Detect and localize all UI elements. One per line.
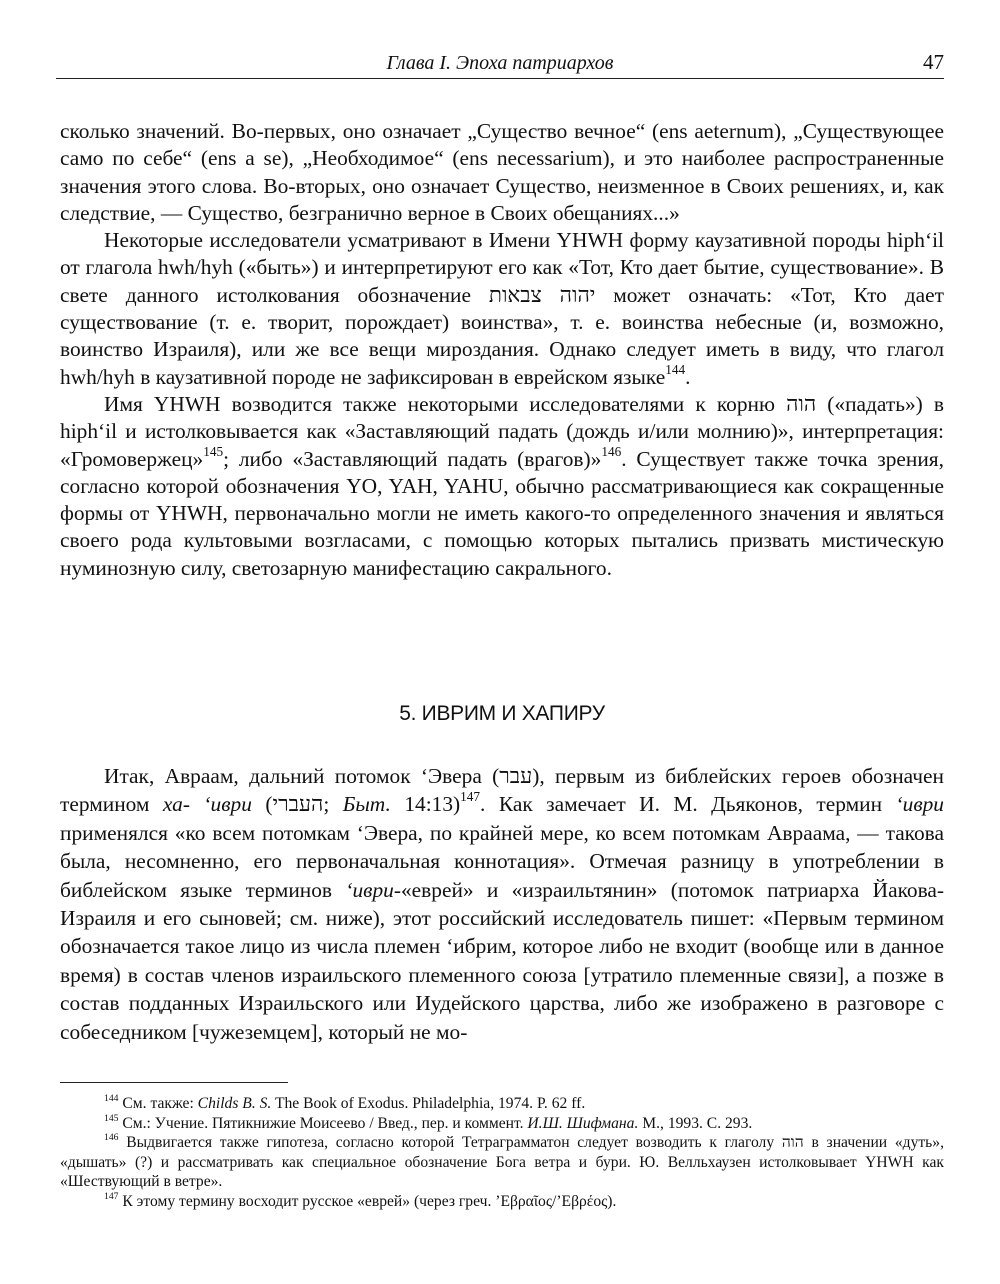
text-run: применялся «ко всем потомкам ‘Эвера, по крайней мере, ко всем потомкам Авраама, — такова была, несомненно, его первоначальная коннотация». Отмечая разницу в употреблении в библейском языке терминов xyxy=(60,820,944,902)
text-run: ), первым из библейских героев обозначен термином xyxy=(60,764,944,817)
text-run: М., 1993. С. 293. xyxy=(638,1114,753,1132)
text-run: . Существует также точка зрения, согласно которой обозначения YO, YAH, YAHU, обычно рассматривающиеся как сокращенные формы от YHWH, первоначально могли не иметь какого-то определенного значения и являться своего рода культовыми возгласами, с помощью которых пытались призвать мистическую нуминозную силу, светозарную манифестацию сакрального. xyxy=(60,446,944,580)
main-text xyxy=(60,118,944,582)
hebrew-text: הוה xyxy=(781,1134,804,1152)
footnote-ref: 146 xyxy=(601,443,622,459)
text-run: ( xyxy=(251,792,273,817)
italic-text: ‘ивpu xyxy=(345,877,394,902)
text-run: в значении «дуть», «дышать» (?) и рассматривать как специальное обозначение Бога ветра и бури. Ю. Велльхаузен истолковывает YHWH как «Шествующий в ветре». xyxy=(60,1134,944,1191)
footnote xyxy=(60,1114,944,1134)
running-title: Глава I. Эпоха патриархов xyxy=(386,52,614,74)
footnote xyxy=(60,1192,944,1212)
text-run: 14:13) xyxy=(390,792,461,817)
text-run: Итак, Авраам, дальний потомок ‘Эвера ( xyxy=(104,764,500,788)
text-run: The Book of Exodus. Philadelphia, 1974. P. 62 ff. xyxy=(271,1095,586,1112)
section-heading: 5. ИВРИМ И ХАПИРУ xyxy=(399,702,605,725)
text-run: Некоторые исследователи усматривают в Имени YHWH форму каузативной породы hiph‘il от глагола hwh/hyh («быть») и интерпретируют его как «Тот, Кто дает бытие, существование». В свете данного истолкования обозначение xyxy=(60,228,944,307)
hebrew-text: עבר xyxy=(499,764,533,788)
text-run: См.: Учение. Пятикнижие Моисеево / Введ., пер. и коммент. xyxy=(118,1114,528,1132)
text-run: . Как замечает И. М. Дьяконов, термин xyxy=(480,792,896,817)
text-run: Имя YHWH возводится также некоторыми исследователями к корню xyxy=(104,391,787,416)
footnote-ref: 147 xyxy=(104,1190,119,1202)
running-header xyxy=(56,48,944,79)
footnote xyxy=(60,1094,944,1114)
footnote xyxy=(60,1133,944,1192)
section-text xyxy=(60,762,944,1046)
footnote-ref: 146 xyxy=(104,1131,119,1143)
text-run: сколько значений. Во-первых, оно означает „Существо вечное“ (ens aeternum), „Существующее само по себе“ (ens a se), „Необходимое“ (ens necessarium), и это наиболее распространенные значения этого слова. Во-вторых, оно означает Существо, неизменное в Своих решениях, и, как следствие, — Существо, безгранично верное в Своих обещаниях...» xyxy=(60,119,944,225)
footnote-ref: 144 xyxy=(104,1092,119,1104)
italic-text: ха- ‘иври xyxy=(162,792,252,817)
text-run: («падать») в hiph‘il и истолковывается как «Заставляющий падать (дождь и/или молнию)», интерпретация: «Громовержец» xyxy=(60,391,944,471)
footnote-ref: 145 xyxy=(104,1112,119,1124)
footnote-separator xyxy=(60,1082,288,1083)
text-run: См. также: xyxy=(118,1095,198,1112)
italic-text: И.Ш. Шифмана. xyxy=(527,1114,639,1132)
footnote-ref: 147 xyxy=(460,789,481,805)
hebrew-text: יהוה צבאות xyxy=(488,282,596,307)
italic-text: ‘ивpu xyxy=(895,792,944,817)
text-run: ; либо «Заставляющий падать (врагов)» xyxy=(223,446,602,471)
footnote-ref: 145 xyxy=(203,443,224,459)
paragraph xyxy=(60,227,944,391)
text-run: ; xyxy=(323,792,343,817)
page-number: 47 xyxy=(923,50,944,74)
text-run: К этому термину восходит русское «еврей» (через греч. ’Εβραῖος/’Εβρέος). xyxy=(118,1192,617,1210)
italic-text: Childs B. S. xyxy=(197,1095,272,1112)
hebrew-text: העברי xyxy=(272,792,324,817)
text-run: -«еврей» и «израильтянин» (потомок патриарха Йакова-Израиля и его сыновей; см. ниже), этот российский исследователь пишет: «Первым термином обозначается такое лицо из числа племен ‘ибрим, которое либо не входит (вообще или в данное время) в состав членов израильского племенного союза [утратило племенные связи], а позже в состав подданных Израильского или Иудейского царства, либо же изображено в разговоре с собеседником [чужеземцем], который не мо- xyxy=(60,877,944,1044)
hebrew-text: הוה xyxy=(786,391,817,416)
footnote-ref: 144 xyxy=(665,361,686,377)
text-run: Выдвигается также гипотеза, согласно которой Тетраграмматон следует возводить к глаголу xyxy=(118,1134,782,1152)
paragraph xyxy=(60,762,944,1046)
italic-text: Быт. xyxy=(342,792,391,817)
text-run: может означать: «Тот, Кто дает существование (т. е. творит, порождает) воинства», т. е. воинства небесные (и, возможно, воинство Израиля), или же все вещи мироздания. Однако следует иметь в виду, что глагол hwh/hyh в каузативной породе не зафиксирован в еврейском языке xyxy=(60,282,944,389)
footnotes xyxy=(60,1094,944,1212)
paragraph xyxy=(60,118,944,227)
text-run: . xyxy=(685,364,691,389)
paragraph xyxy=(60,391,944,582)
